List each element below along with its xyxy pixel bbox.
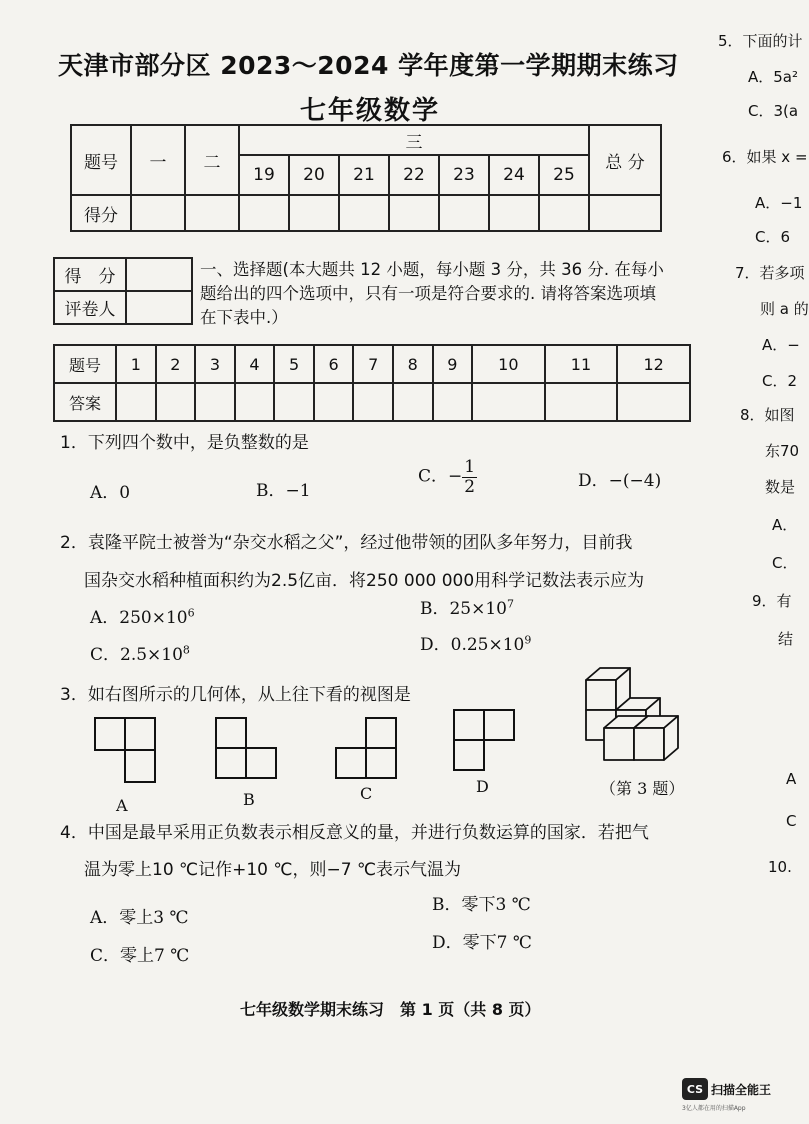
answer-table-label-number: 题号 bbox=[54, 345, 116, 383]
grid-square bbox=[484, 710, 514, 740]
answer-cell bbox=[116, 383, 156, 421]
answer-cell bbox=[274, 383, 314, 421]
grid-square bbox=[216, 718, 246, 748]
question-4-option-b: B．零下3 ℃ bbox=[432, 895, 531, 915]
fraction bbox=[462, 458, 477, 496]
score-table-part-1: 一 bbox=[131, 125, 185, 195]
score-table-label-score: 得分 bbox=[71, 195, 131, 231]
answer-table-number: 6 bbox=[314, 345, 354, 383]
score-table-part-2: 二 bbox=[185, 125, 239, 195]
grader-score-cell bbox=[126, 258, 192, 291]
answer-cell bbox=[393, 383, 433, 421]
score-table-sub: 20 bbox=[289, 155, 339, 195]
right-column-text: C．6 bbox=[755, 228, 791, 246]
question-3-options-figure bbox=[90, 710, 570, 820]
answer-cell bbox=[617, 383, 690, 421]
answer-table-number: 8 bbox=[393, 345, 433, 383]
question-2-line-2: 国杂交水稻种植面积约为2.5亿亩．将250 000 000用科学记数法表示应为 bbox=[84, 571, 645, 591]
right-column-text: 5．下面的计 bbox=[718, 32, 803, 50]
grid-square bbox=[95, 718, 125, 750]
question-3-figure-caption: （第 3 题） bbox=[600, 779, 685, 798]
right-column-text: A．− bbox=[762, 336, 800, 354]
question-2-option-c-base: C．2.5×10 bbox=[90, 645, 183, 665]
right-column-text: C．3(a bbox=[748, 102, 799, 120]
answer-cell bbox=[156, 383, 196, 421]
score-table-part-3: 三 bbox=[239, 125, 589, 155]
fraction-denominator: 2 bbox=[464, 476, 476, 497]
score-cell bbox=[589, 195, 661, 231]
answer-table-number: 12 bbox=[617, 345, 690, 383]
grader-cell bbox=[126, 291, 192, 324]
answer-cell bbox=[433, 383, 473, 421]
question-2-option-b bbox=[420, 594, 514, 619]
grid-square bbox=[125, 718, 155, 750]
grid-square bbox=[216, 748, 246, 778]
grid-square bbox=[246, 748, 276, 778]
question-1-option-c-prefix: C．− bbox=[418, 466, 463, 487]
question-2-option-d bbox=[420, 630, 531, 655]
page-title: 天津市部分区 2023～2024 学年度第一学期期末练习 bbox=[58, 51, 679, 80]
page-footer: 七年级数学期末练习 第 1 页（共 8 页） bbox=[240, 1000, 541, 1019]
grid-square bbox=[454, 710, 484, 740]
grader-label: 评卷人 bbox=[54, 291, 126, 324]
score-cell bbox=[489, 195, 539, 231]
answer-cell bbox=[545, 383, 618, 421]
score-table-sub: 19 bbox=[239, 155, 289, 195]
score-table-sub: 22 bbox=[389, 155, 439, 195]
question-1-stem: 1．下列四个数中，是负整数的是 bbox=[60, 433, 309, 453]
grader-score-label: 得 分 bbox=[54, 258, 126, 291]
score-cell bbox=[239, 195, 289, 231]
right-column-text: C．2 bbox=[762, 372, 798, 390]
question-3-label-b: B bbox=[243, 790, 255, 809]
grid-square bbox=[366, 718, 396, 748]
app-tagline: 3亿人都在用的扫描App bbox=[682, 1105, 746, 1112]
question-2-option-a bbox=[90, 603, 195, 628]
score-cell bbox=[539, 195, 589, 231]
answer-table-number: 7 bbox=[353, 345, 393, 383]
answer-table-number: 5 bbox=[274, 345, 314, 383]
grid-square bbox=[125, 750, 155, 782]
answer-table-number: 2 bbox=[156, 345, 196, 383]
question-3-label-d: D bbox=[476, 777, 489, 796]
answer-table-number: 9 bbox=[433, 345, 473, 383]
question-3-label-a: A bbox=[116, 796, 128, 815]
question-2-line-1: 2．袁隆平院士被誉为“杂交水稻之父”，经过他带领的团队多年努力，目前我 bbox=[60, 533, 633, 553]
right-column-text: 10. bbox=[768, 858, 792, 876]
answer-table-number: 10 bbox=[472, 345, 545, 383]
page-subtitle: 七年级数学 bbox=[300, 96, 441, 126]
question-1-option-d: D．−(−4) bbox=[578, 471, 662, 491]
question-2-option-d-exponent: 9 bbox=[524, 633, 532, 647]
score-cell bbox=[439, 195, 489, 231]
answer-cell bbox=[353, 383, 393, 421]
question-2-option-c bbox=[90, 640, 190, 665]
question-4-option-a: A．零上3 ℃ bbox=[90, 908, 189, 928]
grid-square bbox=[336, 748, 366, 778]
right-column-text: A． bbox=[772, 516, 798, 534]
question-2-option-b-base: B．25×10 bbox=[420, 599, 508, 619]
fraction-numerator: 1 bbox=[464, 457, 476, 477]
question-2-option-c-exponent: 8 bbox=[182, 643, 190, 657]
answer-cell bbox=[235, 383, 275, 421]
question-2-option-b-exponent: 7 bbox=[507, 597, 515, 611]
question-3-solid-figure bbox=[580, 660, 690, 780]
right-column-text: 东70 bbox=[765, 442, 800, 460]
answer-cell bbox=[195, 383, 235, 421]
score-cell bbox=[131, 195, 185, 231]
score-cell bbox=[339, 195, 389, 231]
answer-cell bbox=[472, 383, 545, 421]
score-table bbox=[70, 124, 662, 232]
answer-table bbox=[53, 344, 691, 422]
answer-table-number: 11 bbox=[545, 345, 618, 383]
right-column-text: 则 a 的 bbox=[760, 300, 809, 318]
answer-table-number: 3 bbox=[195, 345, 235, 383]
score-table-label-number: 题号 bbox=[71, 125, 131, 195]
right-column-text: A．5a² bbox=[748, 68, 799, 86]
score-table-sub: 21 bbox=[339, 155, 389, 195]
answer-cell bbox=[314, 383, 354, 421]
right-column-text: 9．有 bbox=[752, 592, 792, 610]
cs-badge-icon: CS bbox=[682, 1078, 708, 1100]
scanner-app-logo bbox=[682, 1078, 771, 1112]
question-2-option-a-exponent: 6 bbox=[187, 606, 195, 620]
right-column-text: A．−1 bbox=[755, 194, 803, 212]
answer-table-number: 4 bbox=[235, 345, 275, 383]
answer-table-number: 1 bbox=[116, 345, 156, 383]
question-3-stem: 3．如右图所示的几何体，从上往下看的视图是 bbox=[60, 685, 411, 705]
question-4-option-d: D．零下7 ℃ bbox=[432, 933, 532, 953]
question-2-option-a-base: A．250×10 bbox=[90, 608, 188, 628]
grader-table bbox=[53, 257, 193, 325]
score-cell bbox=[389, 195, 439, 231]
score-cell bbox=[185, 195, 239, 231]
score-table-sub: 23 bbox=[439, 155, 489, 195]
question-4-line-1: 4．中国是最早采用正负数表示相反意义的量，并进行负数运算的国家．若把气 bbox=[60, 823, 649, 843]
app-name: 扫描全能王 bbox=[711, 1082, 772, 1097]
right-column-text: 结 bbox=[778, 630, 794, 648]
grid-square bbox=[366, 748, 396, 778]
score-table-sub: 24 bbox=[489, 155, 539, 195]
right-column-text: 8．如图 bbox=[740, 406, 795, 424]
right-column-text: C． bbox=[772, 554, 798, 572]
right-column-text: 数是 bbox=[765, 478, 796, 496]
right-column-text: C bbox=[786, 812, 797, 830]
answer-table-label-answer: 答案 bbox=[54, 383, 116, 421]
question-2-option-d-base: D．0.25×10 bbox=[420, 635, 525, 655]
right-column-text: 7．若多项 bbox=[735, 264, 805, 282]
section-1-instructions: 一、选择题(本大题共 12 小题，每小题 3 分，共 36 分. 在每小题给出的四个选项中，只有一项是符合要求的. 请将答案选项填在下表中.） bbox=[200, 260, 664, 327]
question-1-option-a: A．0 bbox=[90, 483, 131, 503]
score-table-sub: 25 bbox=[539, 155, 589, 195]
question-1-option-c bbox=[418, 458, 477, 496]
question-3-label-c: C bbox=[360, 784, 373, 803]
score-cell bbox=[289, 195, 339, 231]
grid-square bbox=[454, 740, 484, 770]
right-column-text: A bbox=[786, 770, 797, 788]
right-column-text: 6．如果 x = bbox=[722, 148, 808, 166]
score-table-total: 总 分 bbox=[589, 125, 661, 195]
question-4-line-2: 温为零上10 ℃记作+10 ℃，则−7 ℃表示气温为 bbox=[84, 860, 462, 880]
question-4-option-c: C．零上7 ℃ bbox=[90, 946, 190, 966]
question-1-option-b: B．−1 bbox=[256, 481, 311, 501]
